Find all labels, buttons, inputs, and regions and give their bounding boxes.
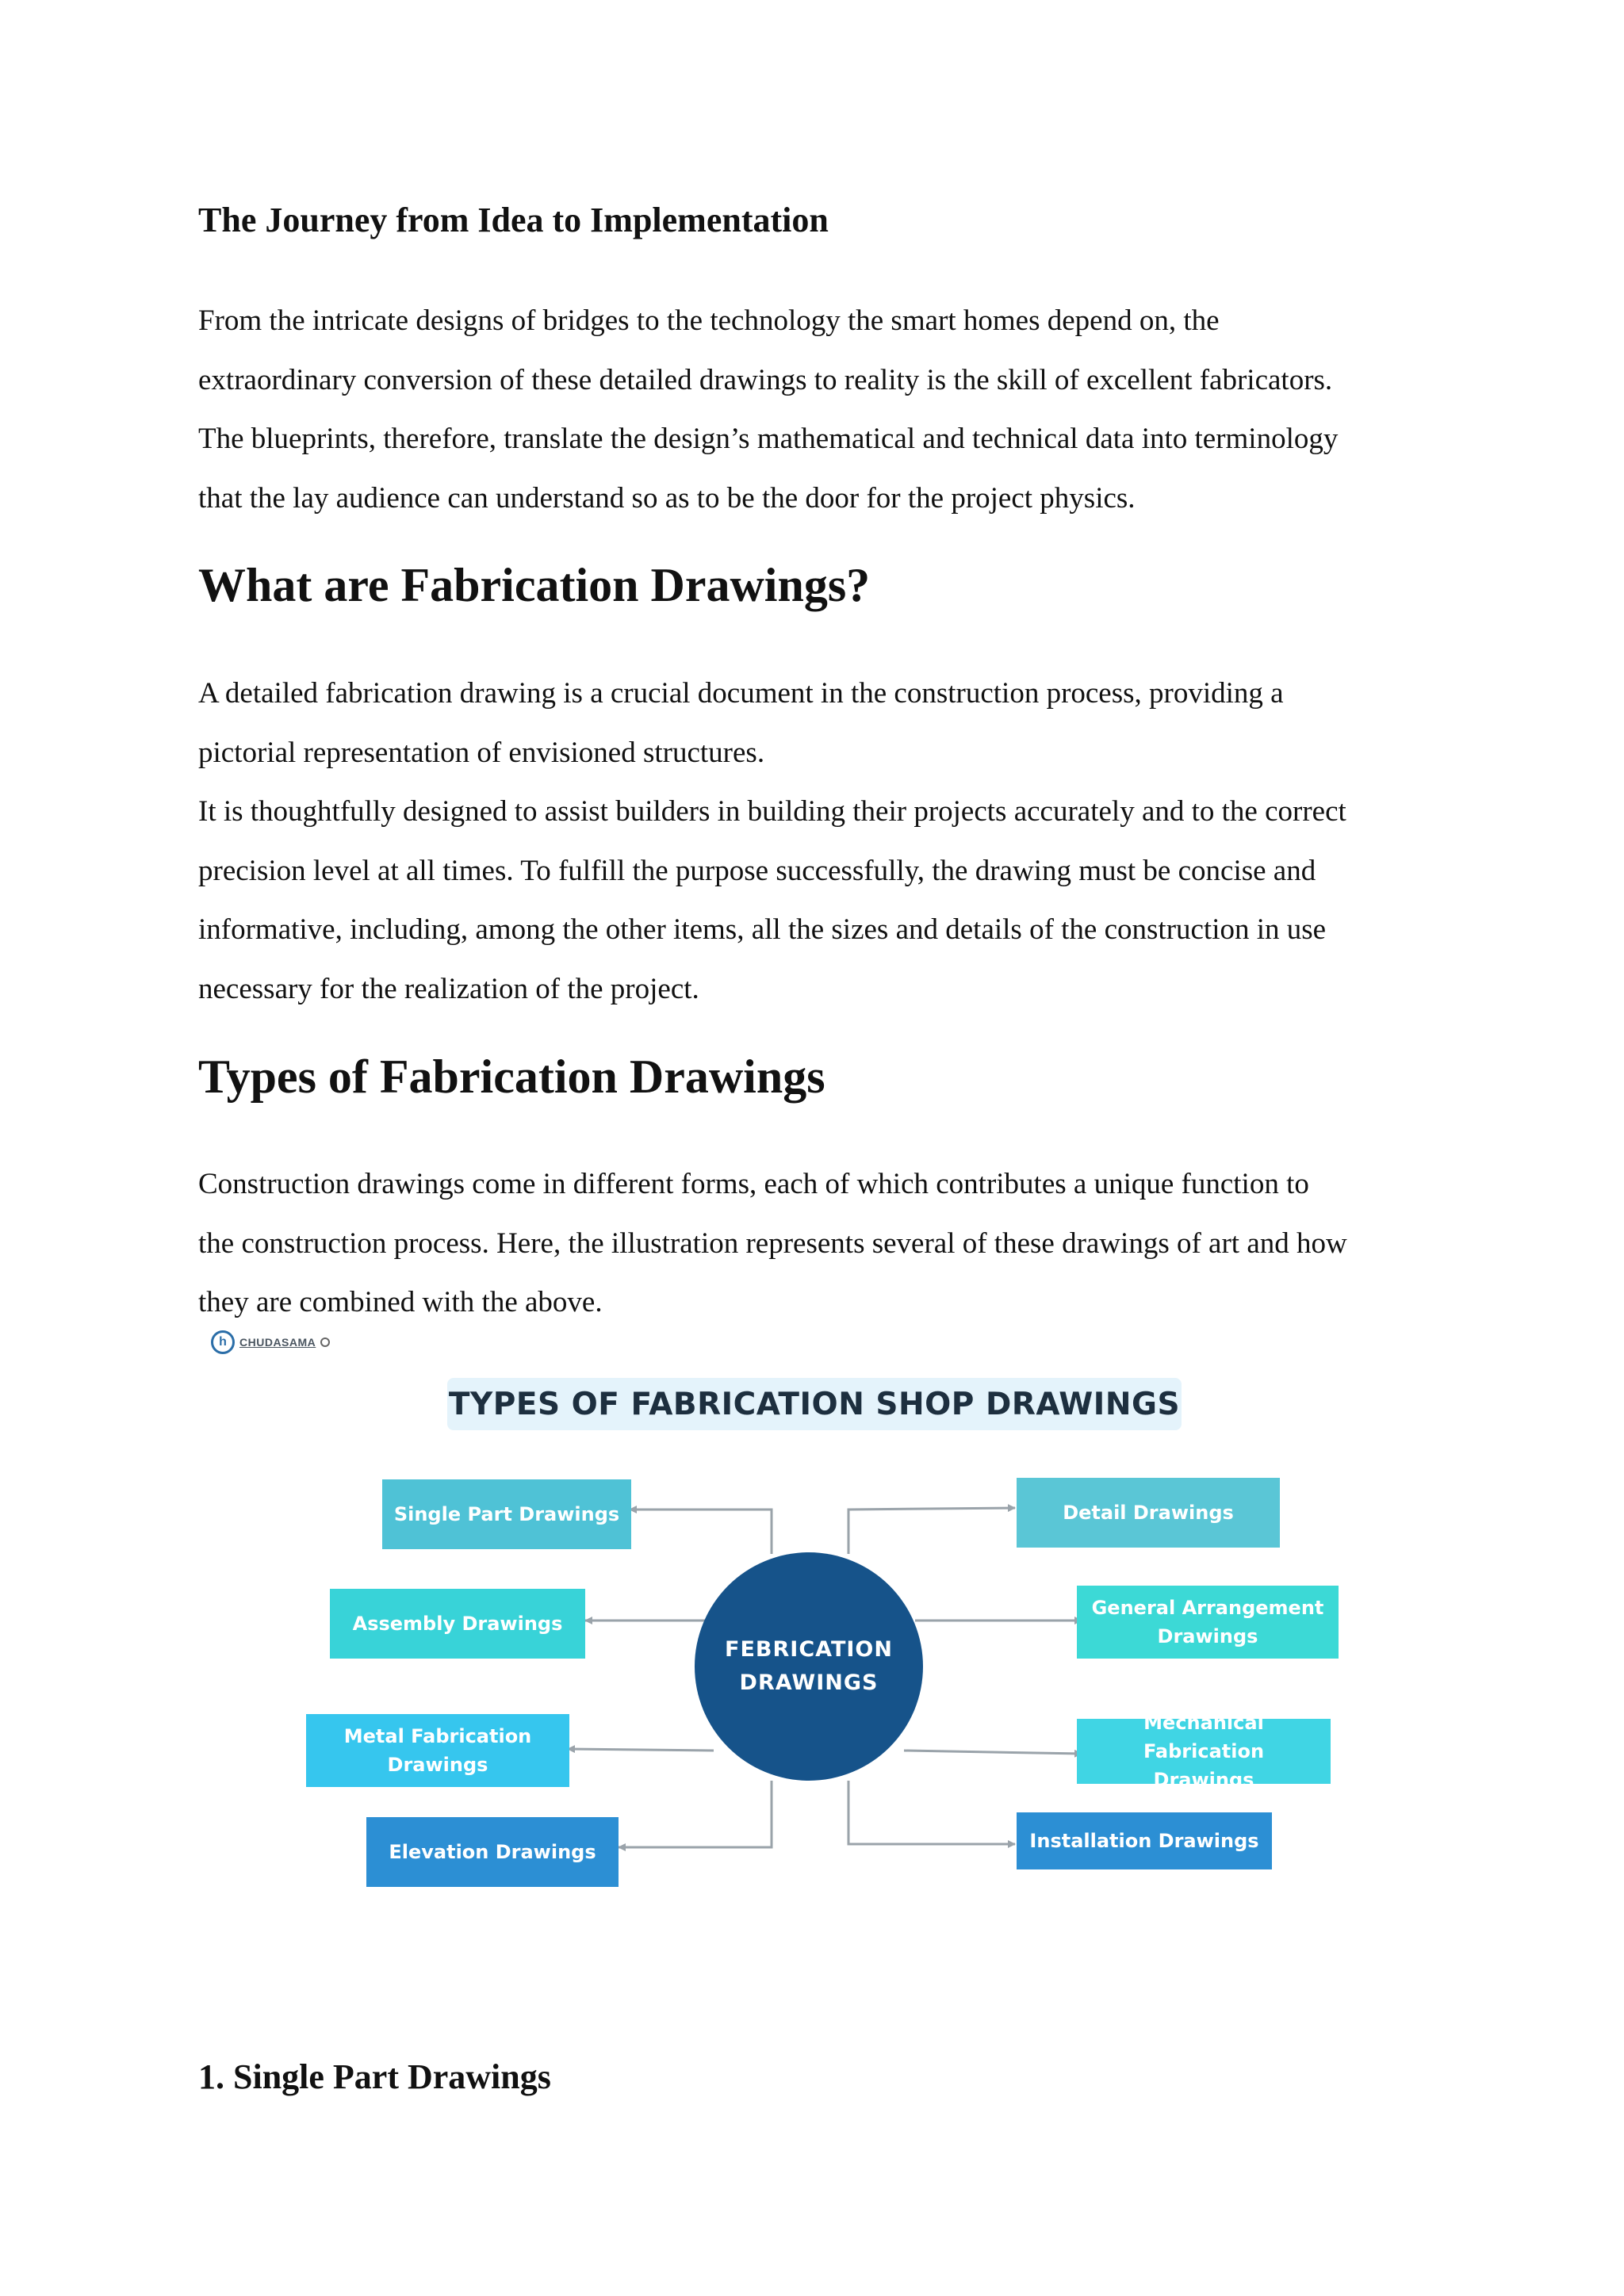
heading-what-are-fabrication-drawings: What are Fabrication Drawings? bbox=[198, 559, 871, 611]
heading-journey: The Journey from Idea to Implementation bbox=[198, 201, 829, 239]
text-line: It is thoughtfully designed to assist builders in building their projects accurately and to the correct bbox=[198, 795, 1346, 828]
connector-mechanical-fabrication bbox=[904, 1751, 1082, 1754]
connector-detail bbox=[848, 1508, 1015, 1554]
text-line: informative, including, among the other items, all the sizes and details of the construction in use bbox=[198, 913, 1327, 946]
connector-metal-fabrication bbox=[568, 1749, 714, 1751]
box-label: Installation Drawings bbox=[1029, 1830, 1259, 1852]
heading-single-part-drawings: 1. Single Part Drawings bbox=[198, 2057, 551, 2096]
box-elevation-drawings bbox=[366, 1817, 619, 1887]
box-label: Mechanical Fabrication Drawings bbox=[1143, 1712, 1265, 1791]
box-detail-drawings bbox=[1017, 1478, 1280, 1548]
text-line: precision level at all times. To fulfill the purpose successfully, the drawing must be concise and bbox=[198, 854, 1316, 887]
text-line: The blueprints, therefore, translate the design’s mathematical and technical data into terminology bbox=[198, 423, 1339, 455]
box-general-arrangement-drawings bbox=[1077, 1586, 1339, 1659]
text-line: that the lay audience can understand so as to be the door for the project physics. bbox=[198, 481, 1136, 515]
paragraph-what bbox=[198, 664, 1467, 1019]
logo-icon: h bbox=[211, 1330, 235, 1354]
box-label: Metal Fabrication Drawings bbox=[343, 1725, 532, 1776]
diagram-title: TYPES OF FABRICATION SHOP DRAWINGS bbox=[447, 1378, 1182, 1430]
text-line: they are combined with the above. bbox=[198, 1286, 603, 1318]
box-single-part-drawings bbox=[382, 1479, 631, 1549]
heading-types-of-fabrication-drawings: Types of Fabrication Drawings bbox=[198, 1050, 825, 1103]
text-line: From the intricate designs of bridges to the technology the smart homes depend on, the bbox=[198, 304, 1220, 337]
box-label: Elevation Drawings bbox=[389, 1841, 596, 1863]
connector-installation bbox=[848, 1781, 1015, 1844]
text-line: A detailed fabrication drawing is a crucial document in the construction process, providing a bbox=[198, 677, 1284, 710]
box-assembly-drawings bbox=[330, 1589, 585, 1659]
text-line: Construction drawings come in different forms, each of which contributes a unique function to bbox=[198, 1168, 1309, 1200]
connector-elevation bbox=[619, 1781, 772, 1847]
center-label-line: FEBRICATION bbox=[725, 1637, 893, 1662]
center-circle bbox=[695, 1552, 923, 1781]
logo-text: CHUDASAMA bbox=[239, 1336, 316, 1349]
box-installation-drawings bbox=[1017, 1812, 1272, 1869]
box-label: General Arrangement Drawings bbox=[1091, 1597, 1324, 1647]
center-label-line: DRAWINGS bbox=[739, 1670, 879, 1695]
box-mechanical-fabrication-drawings bbox=[1077, 1712, 1331, 1791]
box-label: Detail Drawings bbox=[1063, 1502, 1234, 1524]
fabrication-drawings-diagram bbox=[190, 1316, 1396, 1919]
text-line: necessary for the realization of the project. bbox=[198, 972, 699, 1005]
connector-single-part bbox=[630, 1510, 772, 1554]
box-label: Assembly Drawings bbox=[352, 1613, 563, 1635]
text-line: the construction process. Here, the illustration represents several of these drawings of art and how bbox=[198, 1226, 1347, 1260]
text-line: extraordinary conversion of these detailed drawings to reality is the skill of excellent fabricators. bbox=[198, 363, 1333, 396]
text-line: pictorial representation of envisioned structures. bbox=[198, 736, 765, 769]
box-metal-fabrication-drawings bbox=[306, 1714, 569, 1787]
paragraph-types bbox=[198, 1155, 1467, 1333]
box-label: Single Part Drawings bbox=[393, 1503, 620, 1525]
paragraph-journey bbox=[198, 292, 1467, 528]
